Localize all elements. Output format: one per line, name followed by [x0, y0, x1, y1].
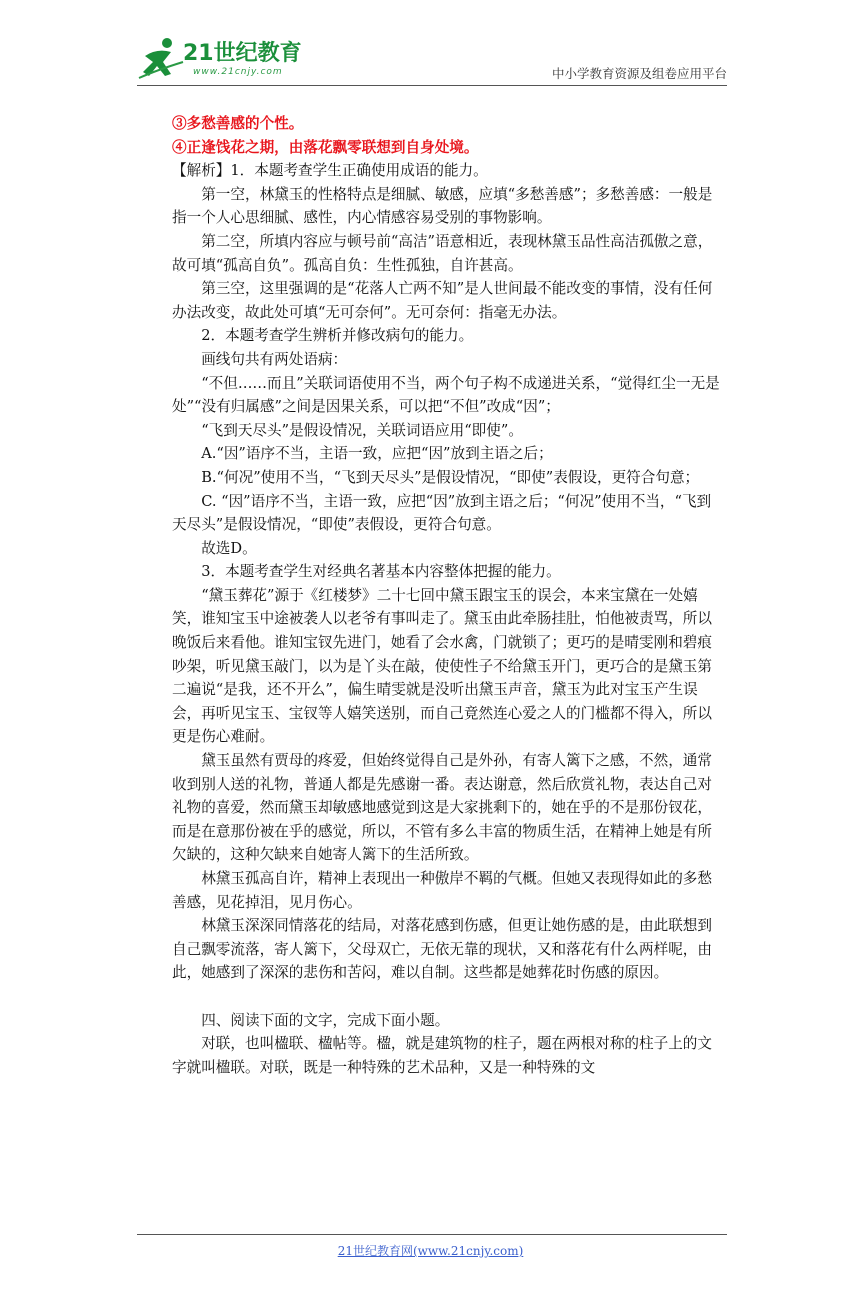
site-logo[interactable] [137, 34, 347, 84]
paragraph: “不但……而且”关联词语使用不当，两个句子构不成递进关系，“觉得红尘一无是处”“没有归属感”之间是因果关系，可以把“不但”改成“因”； [172, 374, 720, 416]
option-c: C. “因”语序不当，主语一致，应把“因”放到主语之后；“何况”使用不当，“飞到天尽头”是假设情况，“即使”表假设，更符合句意。 [172, 492, 712, 534]
paragraph: 第二空，所填内容应与顿号前“高洁”语意相近，表现林黛玉品性高洁孤傲之意，故可填“孤高自负”。孤高自负：生性孤独，自许甚高。 [172, 232, 713, 274]
paragraph: 第三空，这里强调的是“花落人亡两不知”是人世间最不能改变的事情，没有任何办法改变，故此处可填“无可奈何”。无可奈何：指毫无办法。 [172, 280, 713, 321]
paragraph: 3．本题考查学生对经典名著基本内容整体把握的能力。 [201, 563, 561, 581]
paragraph: “飞到天尽头”是假设情况，关联词语应用“即使”。 [201, 421, 523, 439]
footer-link[interactable]: 21世纪教育网(www.21cnjy.com) [337, 1244, 524, 1258]
paragraph: 林黛玉孤高自许，精神上表现出一种傲岸不羁的气概。但她又表现得如此的多愁善感，见花掉泪，见月伤心。 [172, 870, 712, 911]
paragraph: 第一空，林黛玉的性格特点是细腻、敏感，应填“多愁善感”；多愁善感：一般是指一个人心思细腻、感性，内心情感容易受别的事物影响。 [172, 185, 713, 227]
paragraph: 对联，也叫楹联、楹帖等。楹，就是建筑物的柱子，题在两根对称的柱子上的文字就叫楹联。对联，既是一种特殊的艺术品种，又是一种特殊的文 [172, 1035, 712, 1076]
footer-divider [137, 1234, 727, 1235]
logo-text: 21世纪教育 [183, 41, 302, 66]
paragraph: 2．本题考查学生辨析并修改病句的能力。 [201, 327, 474, 345]
option-a: A.“因”语序不当，主语一致，应把“因”放到主语之后； [201, 445, 553, 463]
paragraph: “黛玉葬花”源于《红楼梦》二十七回中黛玉跟宝玉的误会，本来宝黛在一处嬉笑，谁知宝玉中途被袭人以老爷有事叫走了。黛玉由此牵肠挂肚，怕他被责骂，所以晚饭后来看他。谁知宝钗先进门，她看了会水禽，门就锁了；更巧的是晴雯刚和碧痕吵架，听见黛玉敲门，以为是丫头在敲，使使性子不给黛玉开门，更巧合的是黛玉第二遍说“是我，还不开么”，偏生晴雯就是没听出黛玉声音，黛玉为此对宝玉产生误会，再听见宝玉、宝钗等人嬉笑送别，而自己竟然连心爱之人的门槛都不得入，所以更是伤心难耐。 [172, 586, 712, 746]
header-tagline: 中小学教育资源及组卷应用平台 [551, 66, 727, 81]
document-body [172, 112, 720, 1079]
answer-4: ④正逢饯花之期，由落花飘零联想到自身处境。 [172, 138, 479, 156]
option-b: B.“何况”使用不当，“飞到天尽头”是假设情况，“即使”表假设，更符合句意； [201, 468, 700, 486]
paragraph: 画线句共有两处语病： [201, 350, 348, 368]
header-divider [137, 85, 727, 86]
section-heading: 四、阅读下面的文字，完成下面小题。 [201, 1011, 450, 1029]
analysis-heading: 【解析】1．本题考查学生正确使用成语的能力。 [172, 162, 488, 180]
page-header [137, 34, 727, 86]
runner-icon [137, 36, 185, 82]
spacer [172, 985, 720, 1009]
paragraph: 林黛玉深深同情落花的结局，对落花感到伤感，但更让她伤感的是，由此联想到自己飘零流落，寄人篱下，父母双亡，无依无靠的现状，又和落花有什么两样呢，由此，她感到了深深的悲伤和苦闷，难以自制。这些都是她葬花时伤感的原因。 [172, 917, 712, 982]
answer-3: ③多愁善感的个性。 [172, 115, 304, 132]
logo-url: www.21cnjy.com [193, 67, 283, 77]
answer-choice: 故选D。 [201, 539, 257, 557]
paragraph: 黛玉虽然有贾母的疼爱，但始终觉得自己是外孙，有寄人篱下之感，不然，通常收到别人送的礼物，普通人都是先感谢一番。表达谢意，然后欣赏礼物，表达自己对礼物的喜爱，然而黛玉却敏感地感觉到这是大家挑剩下的，她在乎的不是那份钗花，而是在意那份被在乎的感觉，所以，不管有多么丰富的物质生活，在精神上她是有所欠缺的，这种欠缺来自她寄人篱下的生活所致。 [172, 752, 712, 864]
